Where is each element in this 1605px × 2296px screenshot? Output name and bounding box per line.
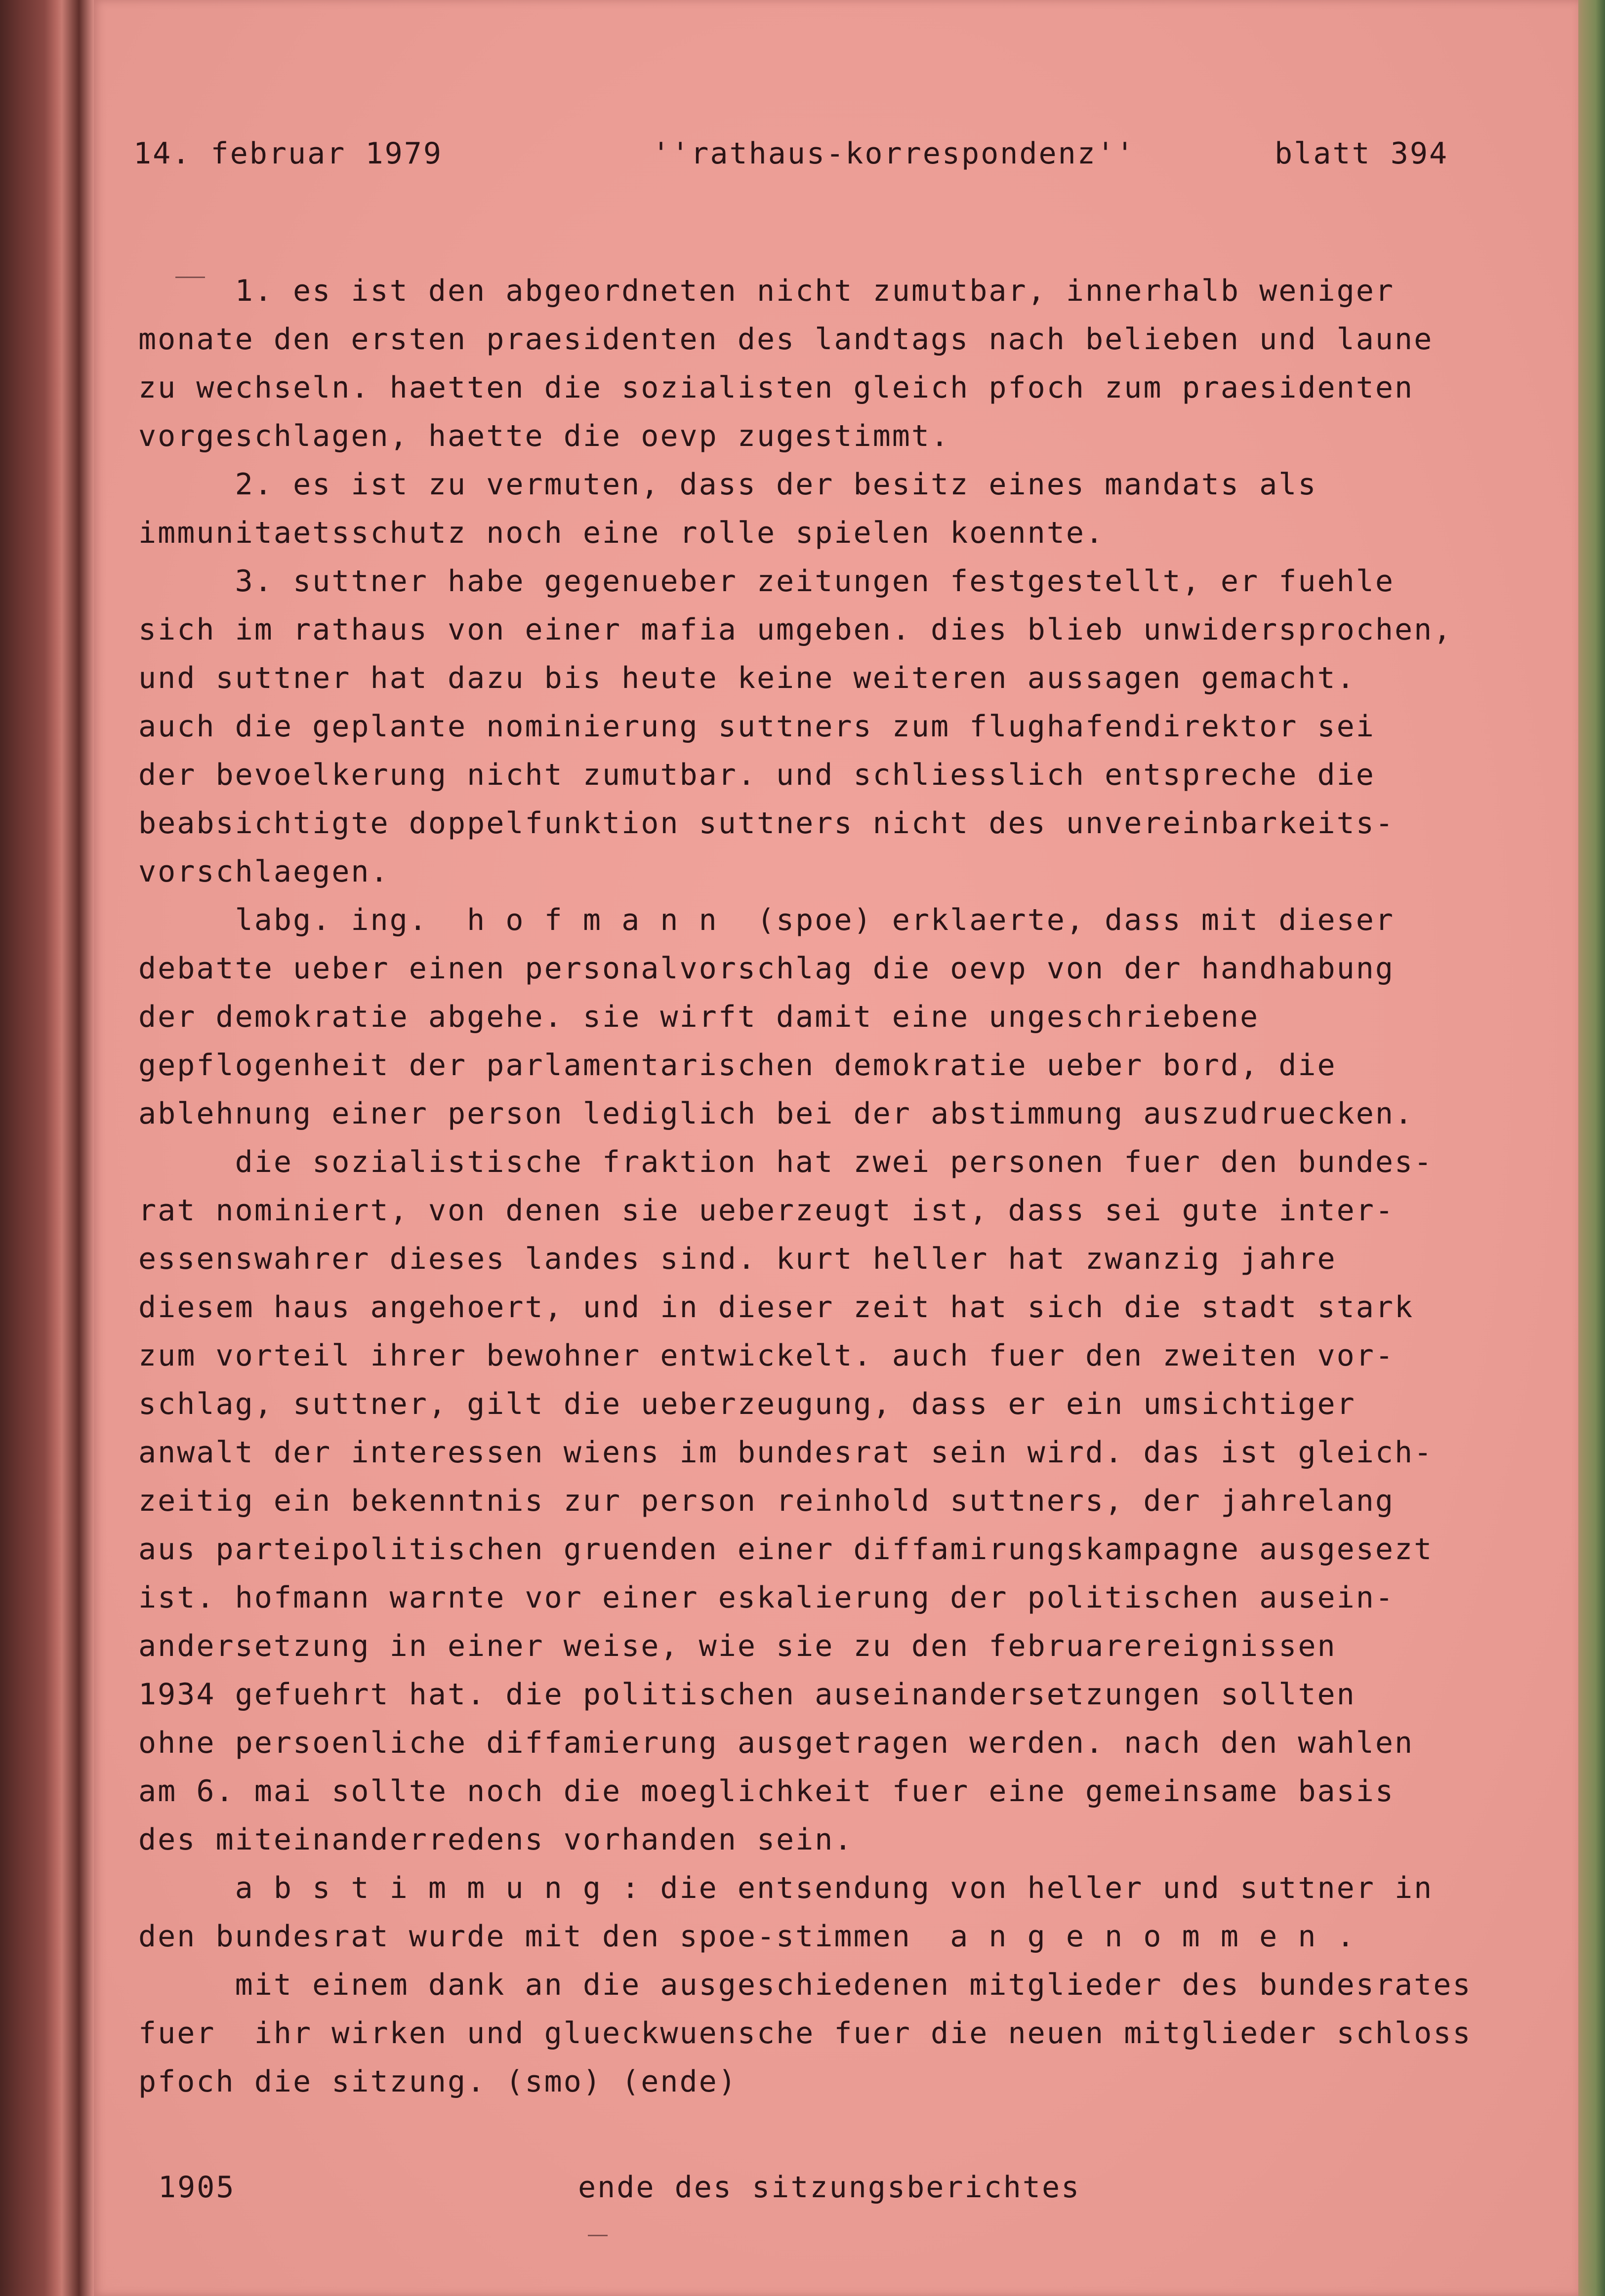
pen-mark <box>588 2235 608 2236</box>
text-line: debatte ueber einen personalvorschlag die oevp von der handhabung <box>138 951 1395 986</box>
body-text <box>138 267 1571 2106</box>
text-line: immunitaetsschutz noch eine rolle spielen koennte. <box>138 516 1105 550</box>
text-line: vorschlaegen. <box>138 854 390 889</box>
text-line: essenswahrer dieses landes sind. kurt heller hat zwanzig jahre <box>138 1242 1337 1276</box>
text-line: sich im rathaus von einer mafia umgeben. dies blieb unwidersprochen, <box>138 612 1453 647</box>
text-line: 1. es ist den abgeordneten nicht zumutbar, innerhalb weniger <box>138 274 1395 308</box>
text-line: ablehnung einer person lediglich bei der abstimmung auszudruecken. <box>138 1096 1414 1131</box>
text-line: der bevoelkerung nicht zumutbar. und schliesslich entspreche die <box>138 758 1375 792</box>
text-line: den bundesrat wurde mit den spoe-stimmen a n g e n o m m e n . <box>138 1919 1356 1954</box>
text-line: 3. suttner habe gegenueber zeitungen festgestellt, er fuehle <box>138 564 1395 599</box>
footer-number: 1905 <box>158 2170 236 2205</box>
text-line: und suttner hat dazu bis heute keine weiteren aussagen gemacht. <box>138 661 1356 695</box>
text-line: zum vorteil ihrer bewohner entwickelt. auch fuer den zweiten vor- <box>138 1338 1395 1373</box>
text-line: 2. es ist zu vermuten, dass der besitz eines mandats als <box>138 467 1317 502</box>
text-line: monate den ersten praesidenten des landtags nach belieben und laune <box>138 322 1434 357</box>
text-line: zeitig ein bekenntnis zur person reinhold suttners, der jahrelang <box>138 1484 1395 1518</box>
text-line: fuer ihr wirken und glueckwuensche fuer die neuen mitglieder schloss <box>138 2016 1472 2051</box>
text-line: schlag, suttner, gilt die ueberzeugung, dass er ein umsichtiger <box>138 1387 1356 1421</box>
text-line: ist. hofmann warnte vor einer eskalierung der politischen ausein- <box>138 1580 1395 1615</box>
typewritten-page <box>94 0 1578 2296</box>
text-line: anwalt der interessen wiens im bundesrat sein wird. das ist gleich- <box>138 1435 1434 1470</box>
text-line: andersetzung in einer weise, wie sie zu den februarereignissen <box>138 1629 1337 1663</box>
text-line: a b s t i m m u n g : die entsendung von heller und suttner in <box>138 1871 1434 1905</box>
text-line: pfoch die sitzung. (smo) (ende) <box>138 2064 738 2099</box>
text-line: mit einem dank an die ausgeschiedenen mitglieder des bundesrates <box>138 1968 1472 2002</box>
page-header <box>94 129 1578 179</box>
text-line: der demokratie abgehe. sie wirft damit eine ungeschriebene <box>138 1000 1260 1034</box>
header-page-number: blatt 394 <box>1275 136 1449 171</box>
text-line: auch die geplante nominierung suttners zum flughafendirektor sei <box>138 709 1375 744</box>
text-line: am 6. mai sollte noch die moeglichkeit fuer eine gemeinsame basis <box>138 1774 1395 1809</box>
text-line: aus parteipolitischen gruenden einer diffamirungskampagne ausgesezt <box>138 1532 1434 1567</box>
text-line: ohne persoenliche diffamierung ausgetragen werden. nach den wahlen <box>138 1726 1414 1760</box>
text-line: labg. ing. h o f m a n n (spoe) erklaerte, dass mit dieser <box>138 903 1395 937</box>
header-title: ''rathaus-korrespondenz'' <box>652 136 1136 171</box>
header-date: 14. februar 1979 <box>133 136 443 171</box>
text-line: gepflogenheit der parlamentarischen demokratie ueber bord, die <box>138 1048 1337 1083</box>
text-line: des miteinanderredens vorhanden sein. <box>138 1822 854 1857</box>
text-line: rat nominiert, von denen sie ueberzeugt ist, dass sei gute inter- <box>138 1193 1395 1228</box>
page-footer <box>94 2163 1578 2213</box>
text-line: die sozialistische fraktion hat zwei personen fuer den bundes- <box>138 1145 1434 1179</box>
text-line: vorgeschlagen, haette die oevp zugestimmt. <box>138 419 950 453</box>
text-line: 1934 gefuehrt hat. die politischen auseinandersetzungen sollten <box>138 1677 1356 1712</box>
text-line: zu wechseln. haetten die sozialisten gleich pfoch zum praesidenten <box>138 370 1414 405</box>
text-line: diesem haus angehoert, und in dieser zeit hat sich die stadt stark <box>138 1290 1414 1325</box>
text-line: beabsichtigte doppelfunktion suttners nicht des unvereinbarkeits- <box>138 806 1395 841</box>
footer-text: ende des sitzungsberichtes <box>578 2170 1081 2205</box>
